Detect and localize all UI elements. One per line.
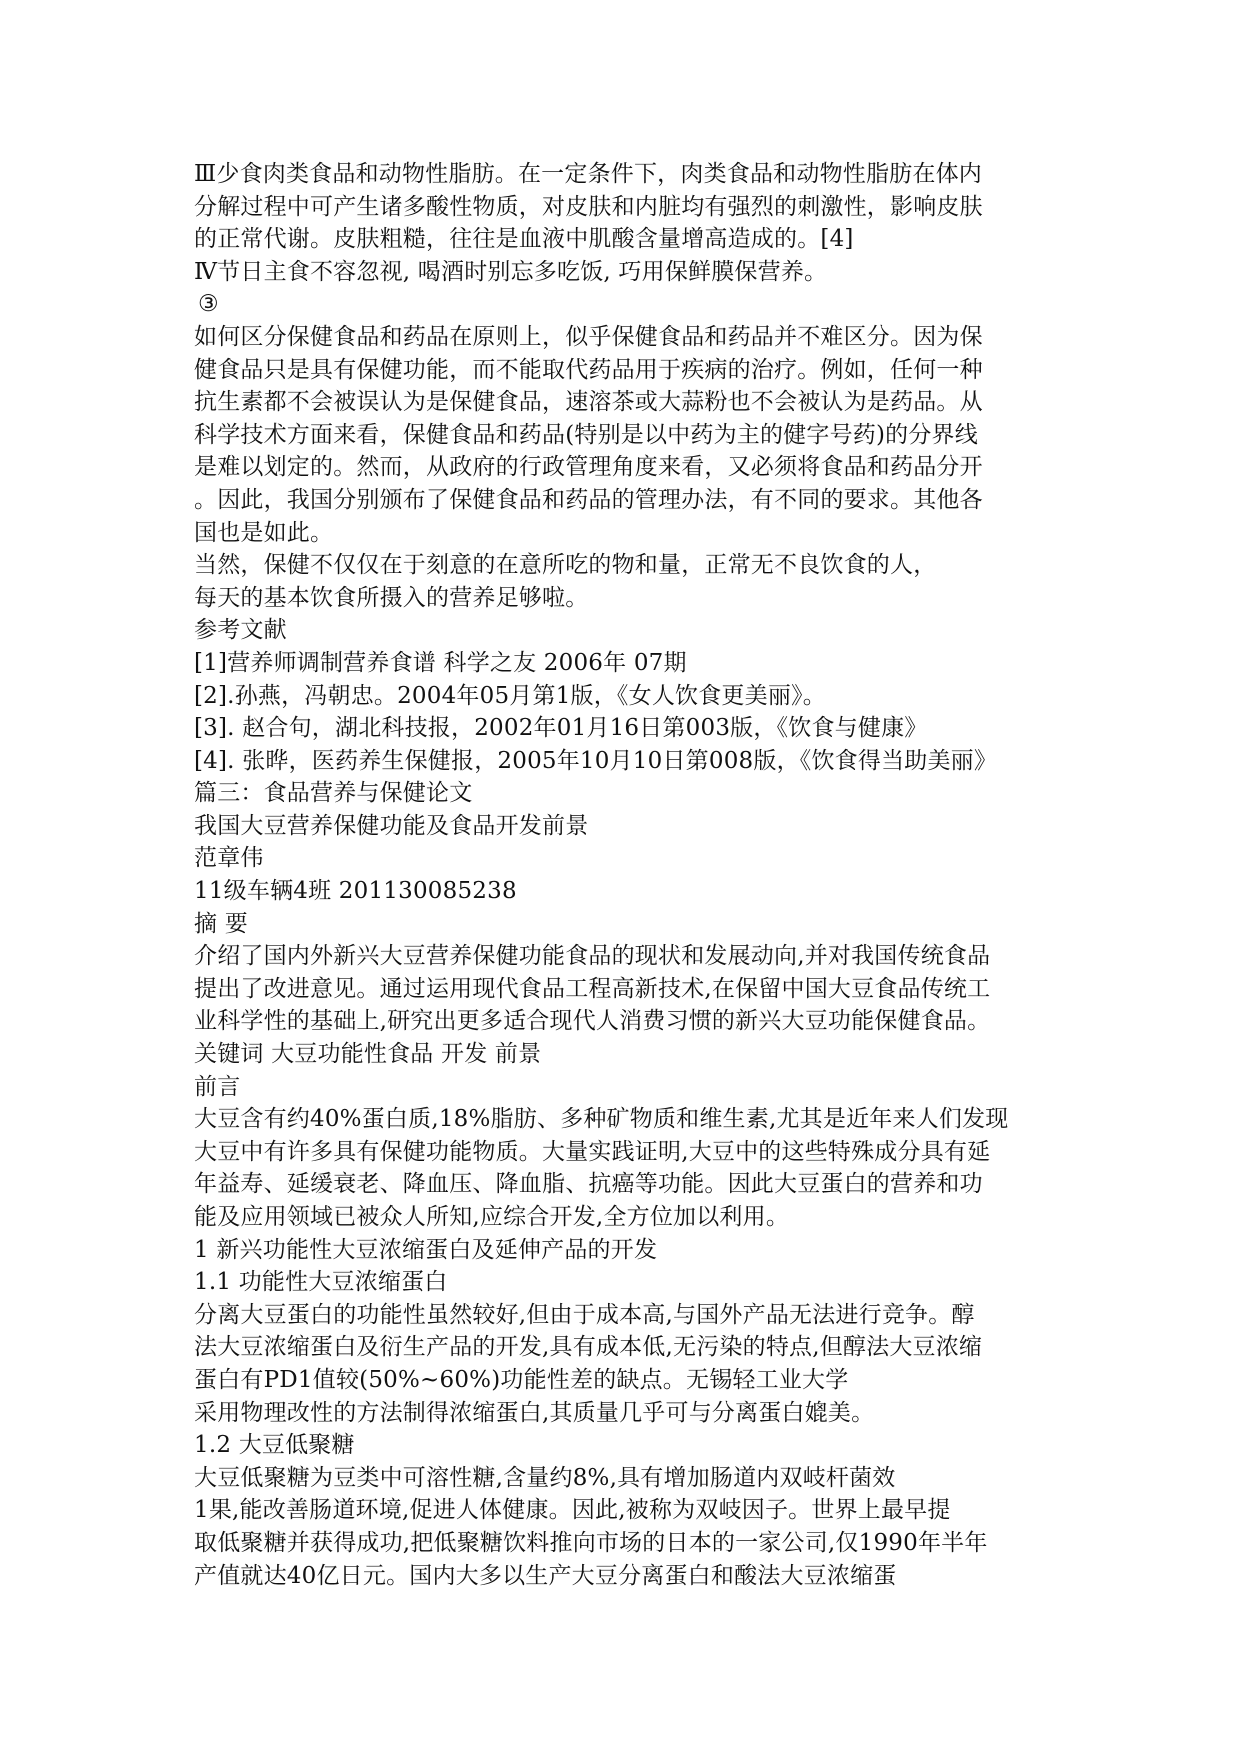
text-line: 国也是如此。	[194, 519, 334, 546]
text-line: Ⅲ少食肉类食品和动物性脂肪。在一定条件下，肉类食品和动物性脂肪在体内	[194, 161, 982, 187]
text-line: 介绍了国内外新兴大豆营养保健功能食品的现状和发展动向,并对我国传统食品	[194, 943, 991, 970]
text-line: 大豆低聚糖为豆类中可溶性糖,含量约8%,具有增加肠道内双岐杆菌效	[194, 1464, 896, 1491]
text-line: 1果,能改善肠道环境,促进人体健康。因此,被称为双岐因子。世界上最早提	[194, 1497, 951, 1524]
reference-item: [2].孙燕，冯朝忠。2004年05月第1版，《女人饮食更美丽》。	[194, 682, 826, 709]
text-line: 如何区分保健食品和药品在原则上，似乎保健食品和药品并不难区分。因为保	[194, 323, 983, 350]
author-info: 11级车辆4班 201130085238	[194, 878, 517, 905]
text-line: 产值就达40亿日元。国内大多以生产大豆分离蛋白和酸法大豆浓缩蛋	[194, 1562, 897, 1589]
document-body	[194, 158, 1074, 1592]
text-line: 当然，保健不仅仅在于刻意的在意所吃的物和量，正常无不良饮食的人，	[194, 552, 937, 579]
text-line: 取低聚糖并获得成功,把低聚糖饮料推向市场的日本的一家公司,仅1990年半年	[194, 1529, 988, 1556]
section-heading: 1 新兴功能性大豆浓缩蛋白及延伸产品的开发	[194, 1236, 658, 1263]
references-heading: 参考文献	[194, 617, 287, 644]
text-line: 每天的基本饮食所摄入的营养足够啦。	[194, 584, 589, 611]
text-line: 大豆中有许多具有保健功能物质。大量实践证明,大豆中的这些特殊成分具有延	[194, 1138, 991, 1165]
section-heading: 篇三：食品营养与保健论文	[194, 780, 473, 807]
text-line: 分解过程中可产生诸多酸性物质，对皮肤和内脏均有强烈的刺激性，影响皮肤	[194, 193, 983, 220]
text-line: Ⅳ节日主食不容忽视, 喝酒时别忘多吃饭, 巧用保鲜膜保营养。	[194, 258, 828, 285]
subsection-heading: 1.2 大豆低聚糖	[194, 1432, 355, 1459]
text-line: 抗生素都不会被误认为是保健食品，速溶茶或大蒜粉也不会被认为是药品。从	[194, 389, 983, 416]
preface-heading: 前言	[194, 1073, 241, 1100]
text-line: 年益寿、延缓衰老、降血压、降血脂、抗癌等功能。因此大豆蛋白的营养和功	[194, 1171, 983, 1198]
keywords-line: 关键词 大豆功能性食品 开发 前景	[194, 1041, 542, 1068]
reference-item: [4]. 张晔，医药养生保健报，2005年10月10日第008版，《饮食得当助美丽》	[194, 747, 998, 774]
reference-item: [1]营养师调制营养食谱 科学之友 2006年 07期	[194, 649, 687, 676]
text-line: 提出了改进意见。通过运用现代食品工程高新技术,在保留中国大豆食品传统工	[194, 975, 991, 1002]
text-line: 的正常代谢。皮肤粗糙，往往是血液中肌酸含量增高造成的。[4]	[194, 226, 854, 253]
abstract-heading: 摘 要	[194, 910, 248, 937]
text-line: 蛋白有PD1值较(50%~60%)功能性差的缺点。无锡轻工业大学	[194, 1366, 849, 1393]
text-line: 大豆含有约40%蛋白质,18%脂肪、多种矿物质和维生素,尤其是近年来人们发现	[194, 1106, 1009, 1133]
circled-number: ③	[198, 291, 219, 318]
text-line: 法大豆浓缩蛋白及衍生产品的开发,具有成本低,无污染的特点,但醇法大豆浓缩	[194, 1334, 983, 1361]
paper-title: 我国大豆营养保健功能及食品开发前景	[194, 812, 589, 839]
text-line: 是难以划定的。然而，从政府的行政管理角度来看，又必须将食品和药品分开	[194, 454, 983, 481]
text-line: 分离大豆蛋白的功能性虽然较好,但由于成本高,与国外产品无法进行竞争。醇	[194, 1301, 975, 1328]
text-line: 采用物理改性的方法制得浓缩蛋白,其质量几乎可与分离蛋白媲美。	[194, 1399, 875, 1426]
text-line: 业科学性的基础上,研究出更多适合现代人消费习惯的新兴大豆功能保健食品。	[194, 1008, 991, 1035]
text-line: 健食品只是具有保健功能，而不能取代药品用于疾病的治疗。例如，任何一种	[194, 356, 983, 383]
author-name: 范章伟	[194, 845, 264, 872]
text-line: 。因此，我国分别颁布了保健食品和药品的管理办法，有不同的要求。其他各	[194, 486, 983, 513]
subsection-heading: 1.1 功能性大豆浓缩蛋白	[194, 1269, 448, 1296]
text-line: 能及应用领域已被众人所知,应综合开发,全方位加以利用。	[194, 1204, 790, 1230]
text-line: 科学技术方面来看，保健食品和药品(特别是以中药为主的健字号药)的分界线	[194, 421, 978, 448]
reference-item: [3]. 赵合句，湖北科技报，2002年01月16日第003版，《饮食与健康》	[194, 715, 928, 742]
